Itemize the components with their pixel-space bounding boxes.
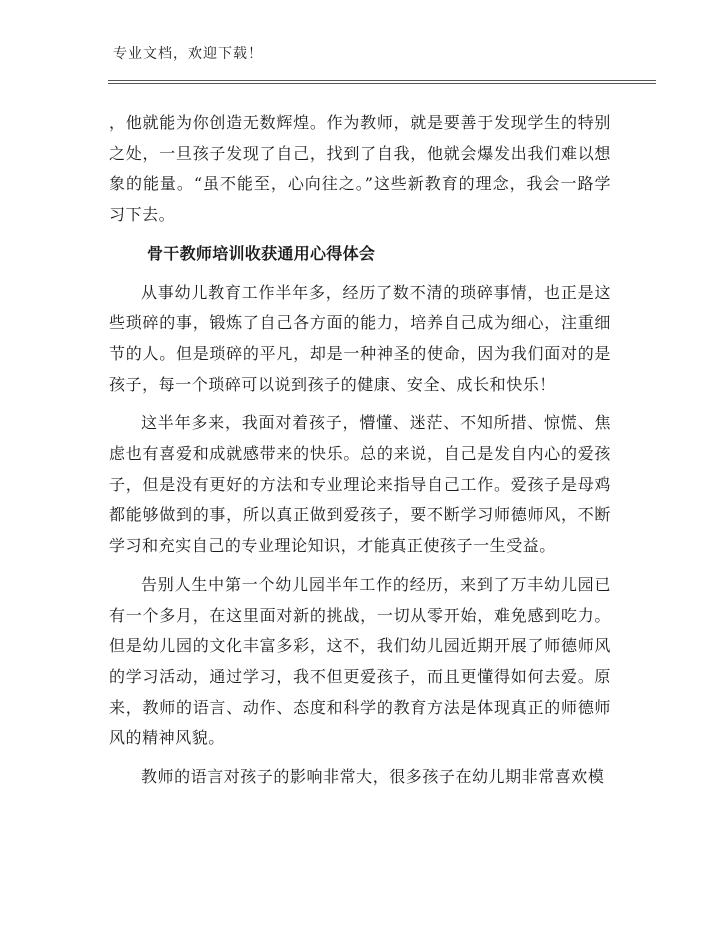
body-paragraph-2: 这半年多来，我面对着孩子，懵懂、迷茫、不知所措、惊慌、焦虑也有喜爱和成就感带来的快乐。总的来说，自己是发自内心的爱孩子，但是没有更好的方法和专业理论来指导自己工作。爱孩子是母鸡都能够做到的事，所以真正做到爱孩子，要不断学习师德师风，不断学习和充实自己的专业理论知识，才能真正使孩子一生受益。 (109, 413, 611, 556)
continuation-paragraph: ，他就能为你创造无数辉煌。作为教师，就是要善于发现学生的特别之处，一旦孩子发现了自己，找到了自我，他就会爆发出我们难以想象的能量。“虽不能至，心向往之。”这些新教育的理念，我会一路学习下去。 (109, 113, 611, 225)
paragraph-gap (109, 231, 611, 239)
header-divider-second (108, 83, 656, 84)
paragraph-gap (109, 400, 611, 408)
document-body (109, 108, 611, 793)
body-paragraph-3: 告别人生中第一个幼儿园半年工作的经历，来到了万丰幼儿园已有一个多月，在这里面对新的挑战，一切从零开始，难免感到吃力。但是幼儿园的文化丰富多彩，这不，我们幼儿园近期开展了师德师风的学习活动，通过学习，我不但更爱孩子，而且更懂得如何去爱。原来，教师的语言、动作、态度和科学的教育方法是体现真正的师德师风的精神风貌。 (109, 574, 611, 748)
section-title: 骨干教师培训收获通用心得体会 (147, 243, 376, 263)
paragraph-gap (109, 270, 611, 278)
body-paragraph-1: 从事幼儿教育工作半年多，经历了数不清的琐碎事情，也正是这些琐碎的事，锻炼了自己各方面的能力，培养自己成为细心，注重细节的人。但是琐碎的平凡，却是一种神圣的使命，因为我们面对的是孩子，每一个琐碎可以说到孩子的健康、安全、成长和快乐！ (109, 282, 611, 394)
page-header-text: 专业文档，欢迎下载！ (113, 46, 263, 62)
paragraph-gap (109, 562, 611, 570)
body-paragraph-4: 教师的语言对孩子的影响非常大，很多孩子在幼儿期非常喜欢模 (141, 767, 605, 787)
header-divider (108, 80, 656, 81)
paragraph-gap (109, 754, 611, 762)
